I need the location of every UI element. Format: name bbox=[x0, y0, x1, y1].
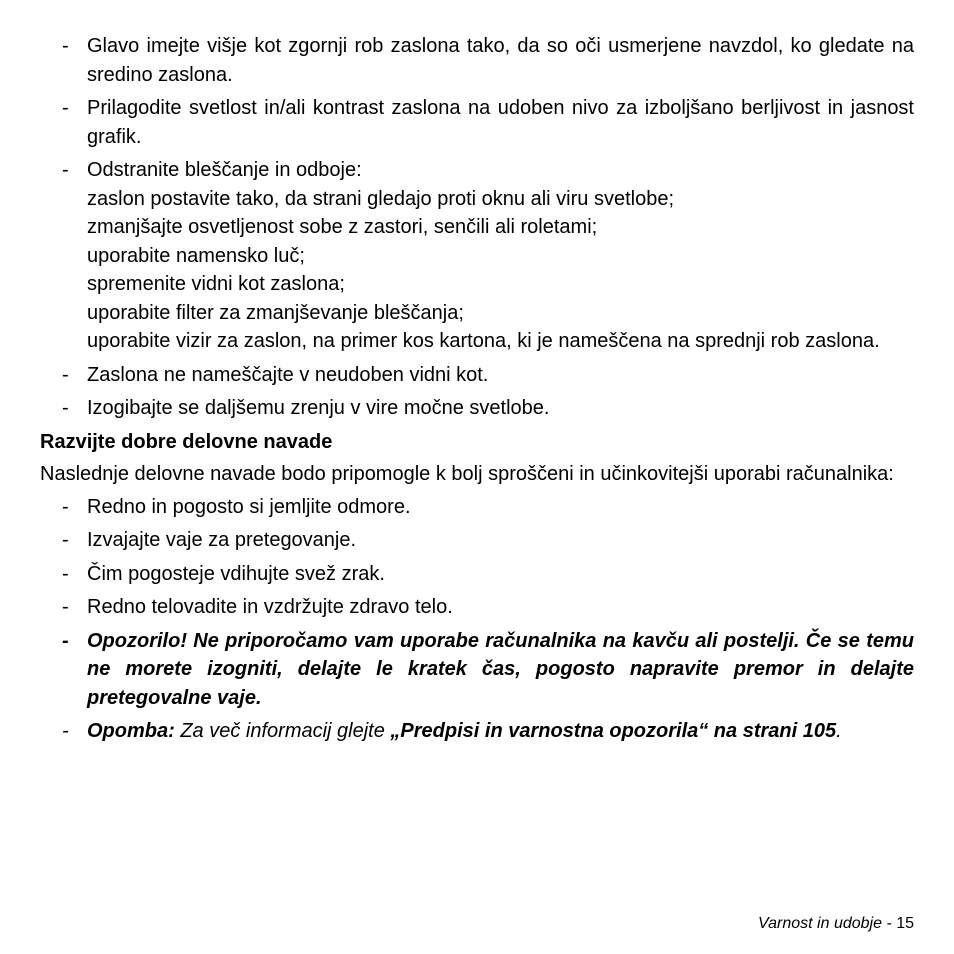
page-content bbox=[40, 32, 914, 751]
bullet-dash: - bbox=[62, 596, 69, 618]
bullet-dash: - bbox=[62, 720, 69, 742]
list-item-text: Izvajajte vaje za pretegovanje. bbox=[87, 529, 357, 551]
list-item-text: Redno in pogosto si jemljite odmore. bbox=[87, 495, 411, 518]
bullet-dash: - bbox=[62, 97, 69, 119]
list-item-glare bbox=[40, 156, 914, 356]
glare-line: spremenite vidni kot zaslona; bbox=[87, 273, 345, 295]
bullet-dash: - bbox=[62, 529, 69, 551]
warning-text: Opozorilo! Ne priporočamo vam uporabe računalnika na kavču ali postelji. Če se temu ne morete izogniti, delajte le kratek čas, pogosto napravite premor in delajte pretegovalne vaje. bbox=[87, 629, 914, 709]
bullet-dash: - bbox=[62, 562, 69, 585]
bullet-dash: - bbox=[62, 159, 69, 181]
list-item-text: Glavo imejte višje kot zgornji rob zaslona tako, da so oči usmerjene navzdol, ko gledate na sredino zaslona. bbox=[87, 35, 914, 86]
note-end: . bbox=[836, 720, 842, 742]
glare-line: uporabite vizir za zaslon, na primer kos kartona, ki je nameščena na sprednji rob zaslona. bbox=[87, 330, 880, 352]
list-item-text: Izogibajte se daljšemu zrenju v vire močne svetlobe. bbox=[87, 397, 550, 419]
note-reference-link[interactable]: „Predpisi in varnostna opozorila“ na strani 105 bbox=[390, 720, 837, 742]
note-text: Za več informacij glejte bbox=[174, 720, 391, 742]
bullet-dash: - bbox=[62, 35, 69, 57]
list-item-text: Zaslona ne nameščajte v neudoben vidni kot. bbox=[87, 363, 489, 386]
list-item-text: Redno telovadite in vzdržujte zdravo telo. bbox=[87, 596, 453, 618]
note-label: Opomba: bbox=[87, 720, 175, 742]
bullet-dash: - bbox=[62, 629, 69, 652]
footer-section-title: Varnost in udobje - bbox=[758, 915, 897, 932]
warning-item bbox=[40, 627, 914, 713]
glare-intro: Odstranite bleščanje in odboje: bbox=[87, 159, 362, 181]
list-item bbox=[40, 361, 914, 390]
list-item bbox=[40, 560, 914, 589]
glare-line: uporabite filter za zmanjševanje bleščanja; bbox=[87, 301, 464, 324]
list-item bbox=[40, 394, 914, 423]
section-heading: Razvijte dobre delovne navade bbox=[40, 430, 333, 453]
habits-list bbox=[40, 493, 914, 746]
list-item-text: Čim pogosteje vdihujte svež zrak. bbox=[87, 562, 385, 585]
list-item bbox=[40, 526, 914, 555]
bullet-dash: - bbox=[62, 363, 69, 386]
page-footer bbox=[758, 914, 914, 934]
page-number: 15 bbox=[896, 915, 914, 932]
list-item bbox=[40, 94, 914, 151]
section-intro: Naslednje delovne navade bodo pripomogle k bolj sproščeni in učinkovitejši uporabi računalnika: bbox=[40, 463, 894, 485]
list-item bbox=[40, 593, 914, 622]
list-item bbox=[40, 32, 914, 89]
bullet-dash: - bbox=[62, 397, 69, 419]
note-item bbox=[40, 717, 914, 746]
list-item bbox=[40, 493, 914, 522]
list-item-text: Prilagodite svetlost in/ali kontrast zaslona na udoben nivo za izboljšano berljivost in jasnost grafik. bbox=[87, 97, 914, 148]
glare-line: zaslon postavite tako, da strani gledajo proti oknu ali viru svetlobe; bbox=[87, 187, 675, 210]
glare-line: uporabite namensko luč; bbox=[87, 244, 305, 267]
monitor-tips-list bbox=[40, 32, 914, 423]
bullet-dash: - bbox=[62, 495, 69, 518]
glare-line: zmanjšajte osvetljenost sobe z zastori, senčili ali roletami; bbox=[87, 216, 598, 238]
